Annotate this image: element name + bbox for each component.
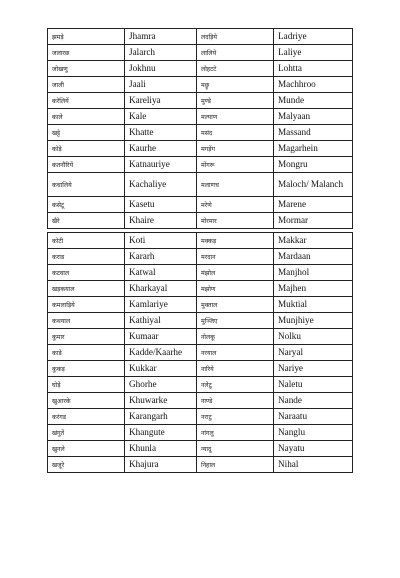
roman-name-cell: Katnauriye — [125, 157, 197, 173]
devanagari-name-cell: मलाणच — [197, 173, 274, 197]
table-row — [48, 265, 353, 281]
devanagari-name-cell: जलारछ — [48, 45, 125, 61]
devanagari-name-cell: जाली — [48, 77, 125, 93]
roman-name-cell: Karangarh — [125, 409, 197, 425]
roman-name-cell: Naryal — [274, 345, 353, 361]
roman-name-cell: Kale — [125, 109, 197, 125]
roman-name-cell: Nihal — [274, 457, 353, 473]
roman-name-cell: Nariye — [274, 361, 353, 377]
devanagari-name-cell: मरदान — [197, 249, 274, 265]
roman-name-cell: Mongru — [274, 157, 353, 173]
devanagari-name-cell: काले — [48, 109, 125, 125]
table-row — [48, 141, 353, 157]
roman-name-cell: Naraatu — [274, 409, 353, 425]
table-row — [48, 281, 353, 297]
devanagari-name-cell: मक्कड़ — [197, 233, 274, 249]
roman-name-cell: Kadde/Kaarhe — [125, 345, 197, 361]
roman-name-cell: Jaali — [125, 77, 197, 93]
devanagari-name-cell: नरयाल — [197, 345, 274, 361]
roman-name-cell: Jalarch — [125, 45, 197, 61]
devanagari-name-cell: खंगुतें — [48, 425, 125, 441]
roman-name-cell: Kharkayal — [125, 281, 197, 297]
devanagari-name-cell: निहाल — [197, 457, 274, 473]
devanagari-name-cell: मछ्रू — [197, 77, 274, 93]
devanagari-name-cell: लोहटटे — [197, 61, 274, 77]
table-row — [48, 297, 353, 313]
roman-name-cell: Munjhiye — [274, 313, 353, 329]
roman-name-cell: Kararh — [125, 249, 197, 265]
devanagari-name-cell: मगड़ेंग — [197, 141, 274, 157]
table-row — [48, 441, 353, 457]
devanagari-name-cell: कमलाड़िये — [48, 297, 125, 313]
roman-name-cell: Mardaan — [274, 249, 353, 265]
roman-name-cell: Nolku — [274, 329, 353, 345]
roman-name-cell: Machhroo — [274, 77, 353, 93]
devanagari-name-cell: लदड़िये — [197, 29, 274, 45]
devanagari-name-cell: कसेटू — [48, 197, 125, 213]
devanagari-name-cell: नोलकू — [197, 329, 274, 345]
devanagari-name-cell: कटवाल — [48, 265, 125, 281]
roman-name-cell: Jokhnu — [125, 61, 197, 77]
roman-name-cell: Kasetu — [125, 197, 197, 213]
table-row — [48, 157, 353, 173]
table-row — [48, 77, 353, 93]
roman-name-cell: Khangute — [125, 425, 197, 441]
roman-name-cell: Ladriye — [274, 29, 353, 45]
table-row — [48, 213, 353, 229]
roman-name-cell: Lohtta — [274, 61, 353, 77]
devanagari-name-cell: जोखणु — [48, 61, 125, 77]
devanagari-name-cell: नारिये — [197, 361, 274, 377]
devanagari-name-cell: मरेणे — [197, 197, 274, 213]
roman-name-cell: Jhamra — [125, 29, 197, 45]
devanagari-name-cell: घोड़े — [48, 377, 125, 393]
roman-name-cell: Nande — [274, 393, 353, 409]
roman-name-cell: Khuwarke — [125, 393, 197, 409]
devanagari-name-cell: काडे — [48, 345, 125, 361]
devanagari-name-cell: कुमार — [48, 329, 125, 345]
table-row — [48, 61, 353, 77]
roman-name-cell: Malyaan — [274, 109, 353, 125]
roman-name-cell: Maloch/ Malanch — [274, 173, 353, 197]
names-table-1 — [47, 28, 353, 229]
devanagari-name-cell: खुनले — [48, 441, 125, 457]
roman-name-cell: Marene — [274, 197, 353, 213]
table-row — [48, 173, 353, 197]
table-row — [48, 45, 353, 61]
table-row — [48, 197, 353, 213]
devanagari-name-cell: कोटी — [48, 233, 125, 249]
devanagari-name-cell: खड़कयाल — [48, 281, 125, 297]
devanagari-name-cell: करंगड — [48, 409, 125, 425]
roman-name-cell: Khunla — [125, 441, 197, 457]
names-table-2 — [47, 232, 353, 473]
devanagari-name-cell: कुकड़ — [48, 361, 125, 377]
roman-name-cell: Muktial — [274, 297, 353, 313]
table-row — [48, 409, 353, 425]
roman-name-cell: Ghorhe — [125, 377, 197, 393]
roman-name-cell: Nayatu — [274, 441, 353, 457]
devanagari-name-cell: मसंद — [197, 125, 274, 141]
devanagari-name-cell: न्यादू — [197, 441, 274, 457]
devanagari-name-cell: मोंगरू — [197, 157, 274, 173]
devanagari-name-cell: मझोण — [197, 281, 274, 297]
roman-name-cell: Khaire — [125, 213, 197, 229]
roman-name-cell: Laliye — [274, 45, 353, 61]
devanagari-name-cell: नलेटू — [197, 377, 274, 393]
roman-name-cell: Kathiyal — [125, 313, 197, 329]
devanagari-name-cell: खजूरे — [48, 457, 125, 473]
table-row — [48, 329, 353, 345]
roman-name-cell: Khatte — [125, 125, 197, 141]
devanagari-name-cell: कोड़े — [48, 141, 125, 157]
table-row — [48, 313, 353, 329]
table-row — [48, 233, 353, 249]
devanagari-name-cell: मुण्डे — [197, 93, 274, 109]
roman-name-cell: Magarhein — [274, 141, 353, 157]
roman-name-cell: Naletu — [274, 377, 353, 393]
devanagari-name-cell: खट्टे — [48, 125, 125, 141]
roman-name-cell: Kamlariye — [125, 297, 197, 313]
roman-name-cell: Kukkar — [125, 361, 197, 377]
devanagari-name-cell: मुक्ताल — [197, 297, 274, 313]
devanagari-name-cell: कचालिये — [48, 173, 125, 197]
roman-name-cell: Katwal — [125, 265, 197, 281]
devanagari-name-cell: कथयाल — [48, 313, 125, 329]
roman-name-cell: Kareliya — [125, 93, 197, 109]
roman-name-cell: Kumaar — [125, 329, 197, 345]
table-row — [48, 457, 353, 473]
table-row — [48, 109, 353, 125]
table-row — [48, 425, 353, 441]
roman-name-cell: Kachaliye — [125, 173, 197, 197]
table-row — [48, 393, 353, 409]
roman-name-cell: Koti — [125, 233, 197, 249]
devanagari-name-cell: झमड़े — [48, 29, 125, 45]
devanagari-name-cell: नांगलु — [197, 425, 274, 441]
roman-name-cell: Mormar — [274, 213, 353, 229]
table-row — [48, 29, 353, 45]
devanagari-name-cell: मल्याण — [197, 109, 274, 125]
roman-name-cell: Massand — [274, 125, 353, 141]
table-row — [48, 361, 353, 377]
devanagari-name-cell: मोरमार — [197, 213, 274, 229]
table-row — [48, 93, 353, 109]
devanagari-name-cell: नाण्डे — [197, 393, 274, 409]
roman-name-cell: Khajura — [125, 457, 197, 473]
devanagari-name-cell: मुञ्जिए — [197, 313, 274, 329]
devanagari-name-cell: कतनौरियें — [48, 157, 125, 173]
table-row — [48, 345, 353, 361]
roman-name-cell: Majhen — [274, 281, 353, 297]
devanagari-name-cell: खैरे — [48, 213, 125, 229]
devanagari-name-cell: मंझोल — [197, 265, 274, 281]
roman-name-cell: Nanglu — [274, 425, 353, 441]
table-row — [48, 125, 353, 141]
table-row — [48, 249, 353, 265]
devanagari-name-cell: खुआरके — [48, 393, 125, 409]
devanagari-name-cell: कराड — [48, 249, 125, 265]
roman-name-cell: Makkar — [274, 233, 353, 249]
devanagari-name-cell: करेलियें — [48, 93, 125, 109]
roman-name-cell: Manjhol — [274, 265, 353, 281]
devanagari-name-cell: लालिये — [197, 45, 274, 61]
roman-name-cell: Munde — [274, 93, 353, 109]
roman-name-cell: Kaurhe — [125, 141, 197, 157]
table-row — [48, 377, 353, 393]
devanagari-name-cell: नराटु — [197, 409, 274, 425]
